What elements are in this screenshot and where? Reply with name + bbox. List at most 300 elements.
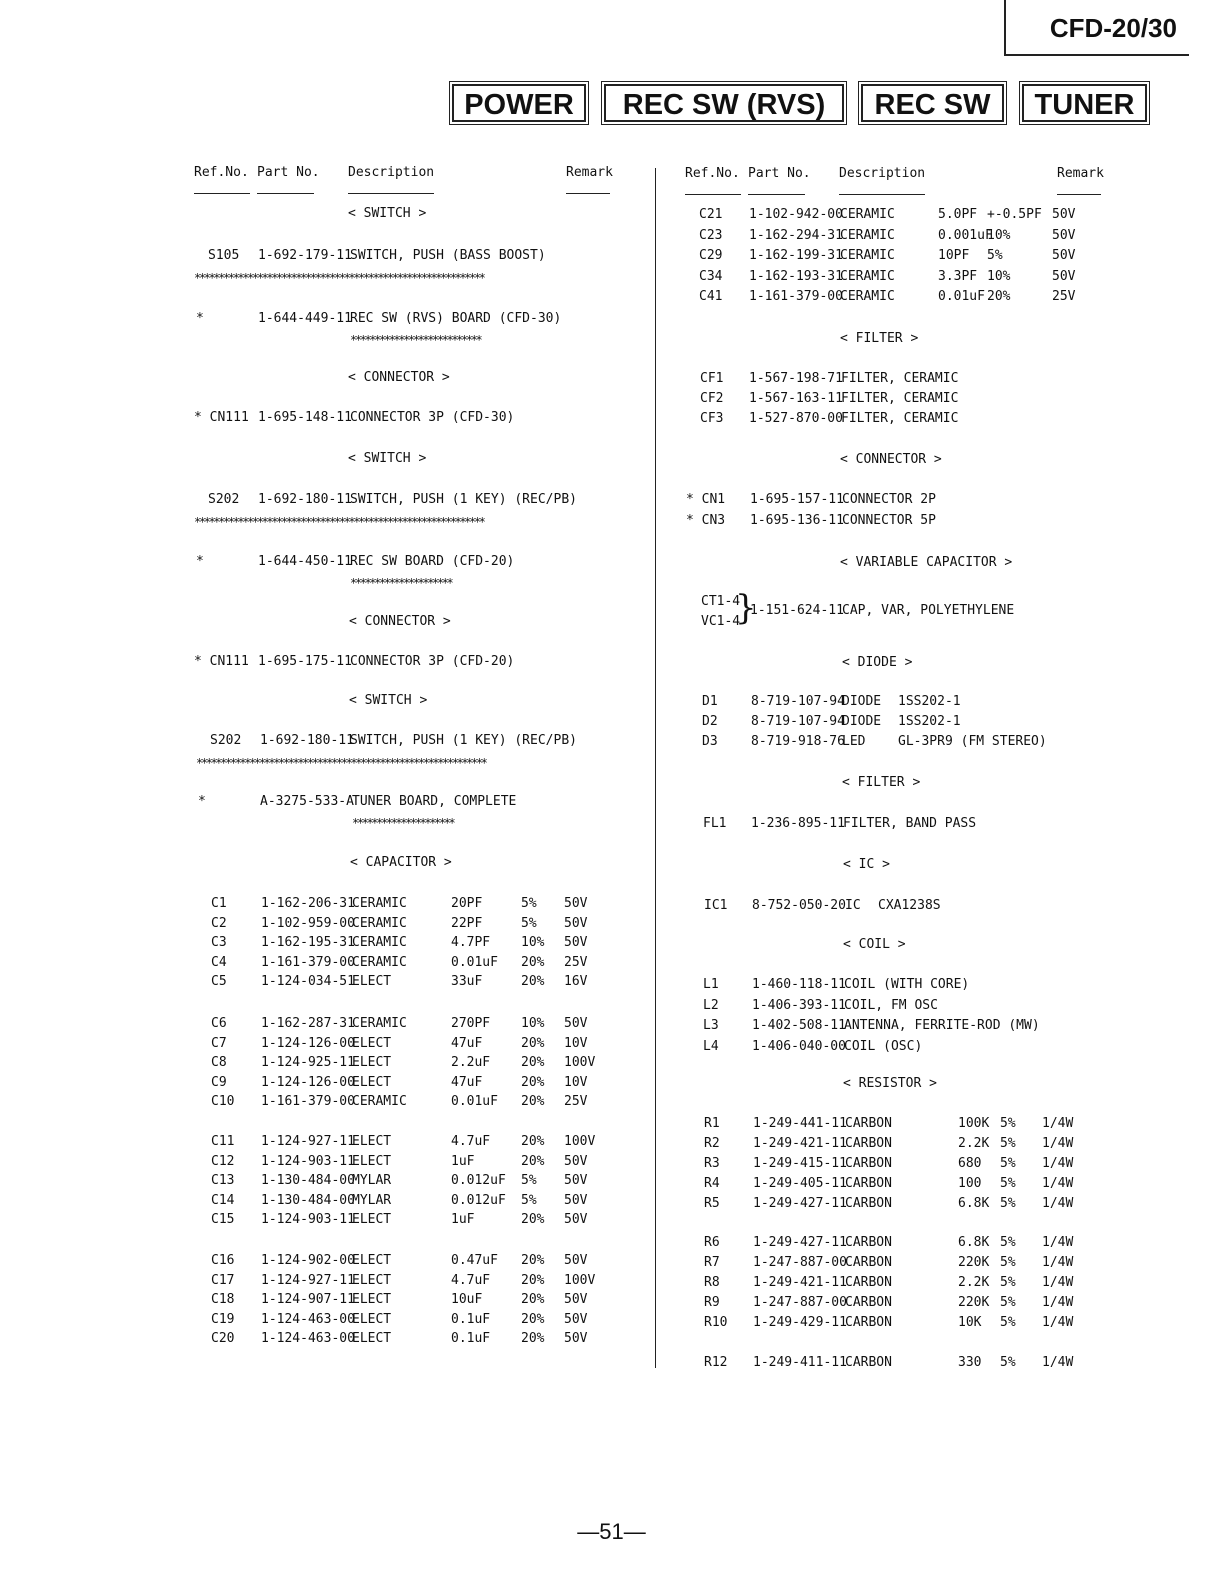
tolerance: 20% [521,1074,545,1090]
description: CAP, VAR, POLYETHYLENE [842,603,1015,618]
part-no: 8-752-050-20 [752,898,846,913]
part-type: CERAMIC [352,1094,407,1110]
value: 4.7uF [451,1134,491,1149]
ref-no: D1 [702,694,718,709]
part-type: ELECT [352,1035,392,1051]
header-remark: Remark [566,165,613,180]
header-desc: Description [839,166,926,181]
ref-no: R9 [704,1295,720,1310]
ref-no: R8 [704,1275,720,1290]
ref-no: R1 [704,1116,720,1131]
tolerance: 10% [521,1016,545,1031]
asterisk-mark: * [198,794,206,809]
value: 20PF [451,896,483,911]
ref-no: C12 [211,1153,235,1169]
value: 2.2K [958,1136,990,1151]
part-no: 8-719-918-76 [751,734,845,749]
ref-no: C18 [211,1292,235,1308]
ref-no: C16 [211,1253,235,1268]
value: 1uF [451,1212,475,1228]
description: CONNECTOR 5P [842,513,936,528]
part-no: 1-130-484-00 [261,1192,355,1208]
part-no: 1-406-040-00 [752,1038,846,1054]
tolerance: 5% [521,896,537,911]
description: CONNECTOR 2P [842,492,936,507]
tolerance: 5% [1000,1156,1016,1171]
tolerance: 5% [1000,1235,1016,1250]
ref-no: C11 [211,1134,235,1149]
part-no: 1-162-195-31 [261,935,355,951]
wattage: 1/4W [1042,1295,1074,1310]
description: 1SS202-1 [898,694,961,709]
part-no: 1-406-393-11 [752,997,846,1013]
wattage: 1/4W [1042,1116,1074,1131]
description: SWITCH, PUSH (1 KEY) (REC/PB) [350,733,577,748]
ref-no: R6 [704,1235,720,1250]
voltage: 16V [564,974,588,990]
ref-no: C21 [699,207,723,222]
description: TUNER BOARD, COMPLETE [352,794,517,809]
voltage: 50V [1052,207,1076,222]
tolerance: 5% [1000,1116,1016,1131]
ref-no: C7 [211,1035,227,1051]
part-type: CARBON [845,1355,892,1370]
part-no: 1-162-199-31 [749,248,843,263]
tolerance: 5% [1000,1196,1016,1211]
ref-no: CF2 [700,391,724,406]
part-type: CARBON [845,1235,892,1250]
ref-no: C13 [211,1173,235,1189]
part-type: ELECT [352,1272,392,1288]
underline-stars: ********************* [350,576,452,590]
ref-no: CF1 [700,371,724,386]
ref-no: FL1 [703,816,727,831]
ref-no: * CN1 [686,492,726,507]
value: 0.1uF [451,1311,491,1327]
part-type: ELECT [352,1331,392,1347]
tolerance: 5% [521,915,537,931]
value: 0.01uF [451,954,498,970]
value: 680 [958,1156,982,1171]
ref-no: C15 [211,1212,235,1228]
voltage: 50V [564,1192,588,1208]
part-type: ELECT [352,1153,392,1169]
voltage: 50V [564,1292,588,1308]
tolerance: 20% [521,954,545,970]
underline-stars: *************************** [350,333,481,347]
wattage: 1/4W [1042,1255,1074,1270]
part-type: LED [842,734,866,749]
model-number: CFD-20/30 [1004,0,1189,56]
description: SWITCH, PUSH (BASS BOOST) [350,248,546,263]
part-no: 1-695-148-11 [258,410,352,425]
column-divider [655,168,656,1368]
tolerance: 20% [521,1153,545,1169]
left-table-header [194,165,614,195]
part-type: CERAMIC [352,1016,407,1031]
value: 2.2uF [451,1055,491,1071]
ref-no: * CN111 [194,410,249,425]
part-no: 1-247-887-00 [753,1295,847,1310]
description: GL-3PR9 (FM STEREO) [898,734,1047,749]
voltage: 50V [1052,268,1076,284]
ref-no: L2 [703,997,719,1013]
part-no: 1-124-902-00 [261,1253,355,1268]
part-type: CERAMIC [352,954,407,970]
ref-no: C34 [699,268,723,284]
part-type: CERAMIC [840,268,895,284]
part-type: IC [845,898,861,913]
part-no: 1-124-034-51 [261,974,355,990]
value: 0.01uF [938,289,985,304]
part-no: 1-124-927-11 [261,1272,355,1288]
description: COIL (WITH CORE) [844,977,970,992]
part-type: MYLAR [352,1173,392,1189]
part-no: 1-692-180-11 [258,492,352,507]
ref-no: C9 [211,1074,227,1090]
voltage: 50V [564,1331,588,1347]
wattage: 1/4W [1042,1235,1074,1250]
tolerance: 20% [521,1094,545,1110]
part-no: 1-644-450-11 [258,554,352,569]
part-type: CARBON [845,1275,892,1290]
part-type: MYLAR [352,1192,392,1208]
ref-no: * CN3 [686,513,726,528]
tolerance: 5% [1000,1275,1016,1290]
ref-no: R7 [704,1255,720,1270]
ref-no: C8 [211,1055,227,1071]
description: FILTER, CERAMIC [841,371,959,386]
part-no: 1-249-415-11 [753,1156,847,1171]
ref-no: S105 [208,248,240,263]
value: 4.7PF [451,935,491,951]
part-type: DIODE [842,694,882,709]
value: 100K [958,1116,990,1131]
part-no: 1-161-379-00 [261,1094,355,1110]
description: CONNECTOR 3P (CFD-20) [350,654,515,669]
separator-stars: ************************************************************ [194,515,484,529]
part-type: CARBON [845,1315,892,1330]
description: FILTER, BAND PASS [843,816,977,831]
wattage: 1/4W [1042,1355,1074,1370]
header-ref: Ref.No. [685,166,740,181]
description: 1SS202-1 [898,714,961,729]
voltage: 50V [564,1153,588,1169]
wattage: 1/4W [1042,1136,1074,1151]
part-type: ELECT [352,1292,392,1308]
separator-stars: ************************************************************ [196,756,486,770]
tolerance: 5% [521,1173,537,1189]
tolerance: 20% [521,1253,545,1268]
header-part: Part No. [257,165,320,180]
part-no: 1-402-508-11 [752,1018,846,1033]
header-part: Part No. [748,166,811,181]
tolerance: 5% [1000,1315,1016,1330]
part-type: CERAMIC [840,207,895,222]
value: 220K [958,1255,990,1270]
description: SWITCH, PUSH (1 KEY) (REC/PB) [350,492,577,507]
part-type: DIODE [842,714,882,729]
value: 2.2K [958,1275,990,1290]
ref-no: R12 [704,1355,728,1370]
ref-no: IC1 [704,898,728,913]
header-desc: Description [348,165,435,180]
description: REC SW BOARD (CFD-20) [350,554,515,569]
tolerance: 10% [987,227,1011,243]
part-no: 1-249-427-11 [753,1196,847,1211]
wattage: 1/4W [1042,1196,1074,1211]
description: FILTER, CERAMIC [841,411,959,426]
ref-no: C4 [211,954,227,970]
part-type: CARBON [845,1116,892,1131]
tolerance: 20% [521,1331,545,1347]
ref-no: * CN111 [194,654,249,669]
underline-stars: ********************* [352,816,454,830]
voltage: 50V [564,896,588,911]
part-type: CERAMIC [352,935,407,951]
part-no: 1-161-379-00 [261,954,355,970]
tolerance: 5% [1000,1255,1016,1270]
tolerance: 5% [1000,1136,1016,1151]
brace-icon: } [735,588,757,628]
ref-no: R4 [704,1176,720,1191]
tolerance: 20% [521,1212,545,1228]
part-type: CARBON [845,1176,892,1191]
header-ref: Ref.No. [194,165,249,180]
voltage: 100V [564,1272,596,1288]
value: 100 [958,1176,982,1191]
ref-no: D3 [702,734,718,749]
part-type: ELECT [352,1253,392,1268]
ref-no: CT1-4 [701,594,741,609]
value: 4.7uF [451,1272,491,1288]
ref-no: VC1-4 [701,614,741,629]
ref-no: R10 [704,1315,728,1330]
tolerance: 10% [987,268,1011,284]
part-no: 1-695-175-11 [258,654,352,669]
part-type: CARBON [845,1295,892,1310]
value: 5.0PF [938,207,978,222]
part-no: 1-162-294-31 [749,227,843,243]
ref-no: CF3 [700,411,724,426]
ref-no: L4 [703,1038,719,1054]
part-no: 1-102-942-00 [749,207,843,222]
tolerance: 20% [521,1311,545,1327]
voltage: 100V [564,1134,596,1149]
ref-no: C5 [211,974,227,990]
header-remark: Remark [1057,166,1104,181]
part-type: CARBON [845,1255,892,1270]
tolerance: 5% [1000,1295,1016,1310]
right-table-header [685,166,1105,196]
tolerance: 20% [521,1292,545,1308]
value: 270PF [451,1016,491,1031]
part-no: 1-151-624-11 [750,603,844,618]
ref-no: C19 [211,1311,235,1327]
part-no: 1-527-870-00 [749,411,843,426]
ref-no: R2 [704,1136,720,1151]
part-no: 1-249-405-11 [753,1176,847,1191]
value: 10K [958,1315,982,1330]
part-no: 1-124-126-00 [261,1035,355,1051]
ref-no: S202 [208,492,240,507]
part-no: 1-124-126-00 [261,1074,355,1090]
ref-no: C41 [699,289,723,304]
part-no: 1-130-484-00 [261,1173,355,1189]
part-no: 1-249-421-11 [753,1136,847,1151]
ref-no: S202 [210,733,242,748]
part-no: 1-124-927-11 [261,1134,355,1149]
voltage: 25V [564,1094,588,1110]
part-no: 1-161-379-00 [749,289,843,304]
wattage: 1/4W [1042,1275,1074,1290]
ref-no: C17 [211,1272,235,1288]
ref-no: C23 [699,227,723,243]
value: 6.8K [958,1235,990,1250]
description: FILTER, CERAMIC [841,391,959,406]
value: 0.1uF [451,1331,491,1347]
part-type: ELECT [352,1074,392,1090]
title-power: POWER [452,84,586,122]
part-type: ELECT [352,1311,392,1327]
part-no: 1-692-180-11 [260,733,354,748]
ref-no: L1 [703,977,719,992]
tolerance: 5% [521,1192,537,1208]
value: 3.3PF [938,268,978,284]
part-no: 1-695-157-11 [750,492,844,507]
part-type: CERAMIC [352,915,407,931]
part-type: CARBON [845,1136,892,1151]
value: 10PF [938,248,970,263]
part-no: 1-247-887-00 [753,1255,847,1270]
tolerance: 10% [521,935,545,951]
part-type: CERAMIC [840,248,895,263]
part-type: CARBON [845,1156,892,1171]
title-tuner: TUNER [1022,84,1147,122]
value: 33uF [451,974,483,990]
ref-no: C6 [211,1016,227,1031]
wattage: 1/4W [1042,1156,1074,1171]
part-no: 1-162-287-31 [261,1016,355,1031]
wattage: 1/4W [1042,1176,1074,1191]
ref-no: C3 [211,935,227,951]
voltage: 50V [564,1212,588,1228]
tolerance: 5% [1000,1355,1016,1370]
ref-no: R5 [704,1196,720,1211]
value: 0.01uF [451,1094,498,1110]
part-no: A-3275-533-A [260,794,354,809]
description: COIL (OSC) [844,1038,923,1054]
tolerance: 20% [521,1134,545,1149]
part-type: ELECT [352,974,392,990]
part-type: ELECT [352,1055,392,1071]
part-type: CERAMIC [352,896,407,911]
title-rec-sw-rvs: REC SW (RVS) [604,84,844,122]
asterisk-mark: * [196,554,204,569]
part-no: 8-719-107-94 [751,694,845,709]
part-type: ELECT [352,1212,392,1228]
part-no: 1-162-193-31 [749,268,843,284]
part-no: 1-567-198-71 [749,371,843,386]
asterisk-mark: * [196,311,204,326]
part-no: 1-236-895-11 [751,816,845,831]
wattage: 1/4W [1042,1315,1074,1330]
ref-no: C2 [211,915,227,931]
description: CONNECTOR 3P (CFD-30) [350,410,515,425]
description: ANTENNA, FERRITE-ROD (MW) [844,1018,1040,1033]
value: 47uF [451,1035,483,1051]
separator-stars: ************************************************************ [194,271,484,285]
voltage: 50V [564,1311,588,1327]
voltage: 50V [564,915,588,931]
part-no: 1-460-118-11 [752,977,846,992]
value: 22PF [451,915,483,931]
description: COIL, FM OSC [844,997,938,1013]
part-no: 1-249-427-11 [753,1235,847,1250]
voltage: 50V [564,935,588,951]
voltage: 50V [564,1016,588,1031]
tolerance: 20% [521,1035,545,1051]
voltage: 50V [1052,248,1076,263]
part-no: 1-124-903-11 [261,1212,355,1228]
value: 0.47uF [451,1253,498,1268]
part-type: ELECT [352,1134,392,1149]
part-no: 1-692-179-11 [258,248,352,263]
voltage: 100V [564,1055,596,1071]
value: 6.8K [958,1196,990,1211]
value: 10uF [451,1292,483,1308]
tolerance: 20% [521,1055,545,1071]
part-type: CARBON [845,1196,892,1211]
tolerance: 20% [521,974,545,990]
part-no: 1-124-907-11 [261,1292,355,1308]
tolerance: 20% [987,289,1011,304]
voltage: 10V [564,1074,588,1090]
ref-no: C10 [211,1094,235,1110]
ref-no: R3 [704,1156,720,1171]
voltage: 50V [1052,227,1076,243]
description: REC SW (RVS) BOARD (CFD-30) [350,311,562,326]
value: 0.012uF [451,1192,506,1208]
part-no: 1-124-463-00 [261,1311,355,1327]
part-no: 1-249-441-11 [753,1116,847,1131]
tolerance: 20% [521,1272,545,1288]
tolerance: +-0.5PF [987,207,1042,222]
value: 330 [958,1355,982,1370]
tolerance: 5% [1000,1176,1016,1191]
voltage: 25V [564,954,588,970]
voltage: 50V [564,1173,588,1189]
ref-no: L3 [703,1018,719,1033]
title-rec-sw: REC SW [861,84,1004,122]
voltage: 50V [564,1253,588,1268]
part-no: 1-162-206-31 [261,896,355,911]
part-no: 1-102-959-00 [261,915,355,931]
part-no: 1-567-163-11 [749,391,843,406]
voltage: 10V [564,1035,588,1051]
value: 47uF [451,1074,483,1090]
part-no: 1-124-463-00 [261,1331,355,1347]
part-no: 1-124-925-11 [261,1055,355,1071]
description: CXA1238S [878,898,941,913]
ref-no: C1 [211,896,227,911]
part-type: CERAMIC [840,227,895,243]
part-no: 1-249-429-11 [753,1315,847,1330]
value: 220K [958,1295,990,1310]
part-no: 1-124-903-11 [261,1153,355,1169]
part-type: CERAMIC [840,289,895,304]
part-no: 1-249-411-11 [753,1355,847,1370]
